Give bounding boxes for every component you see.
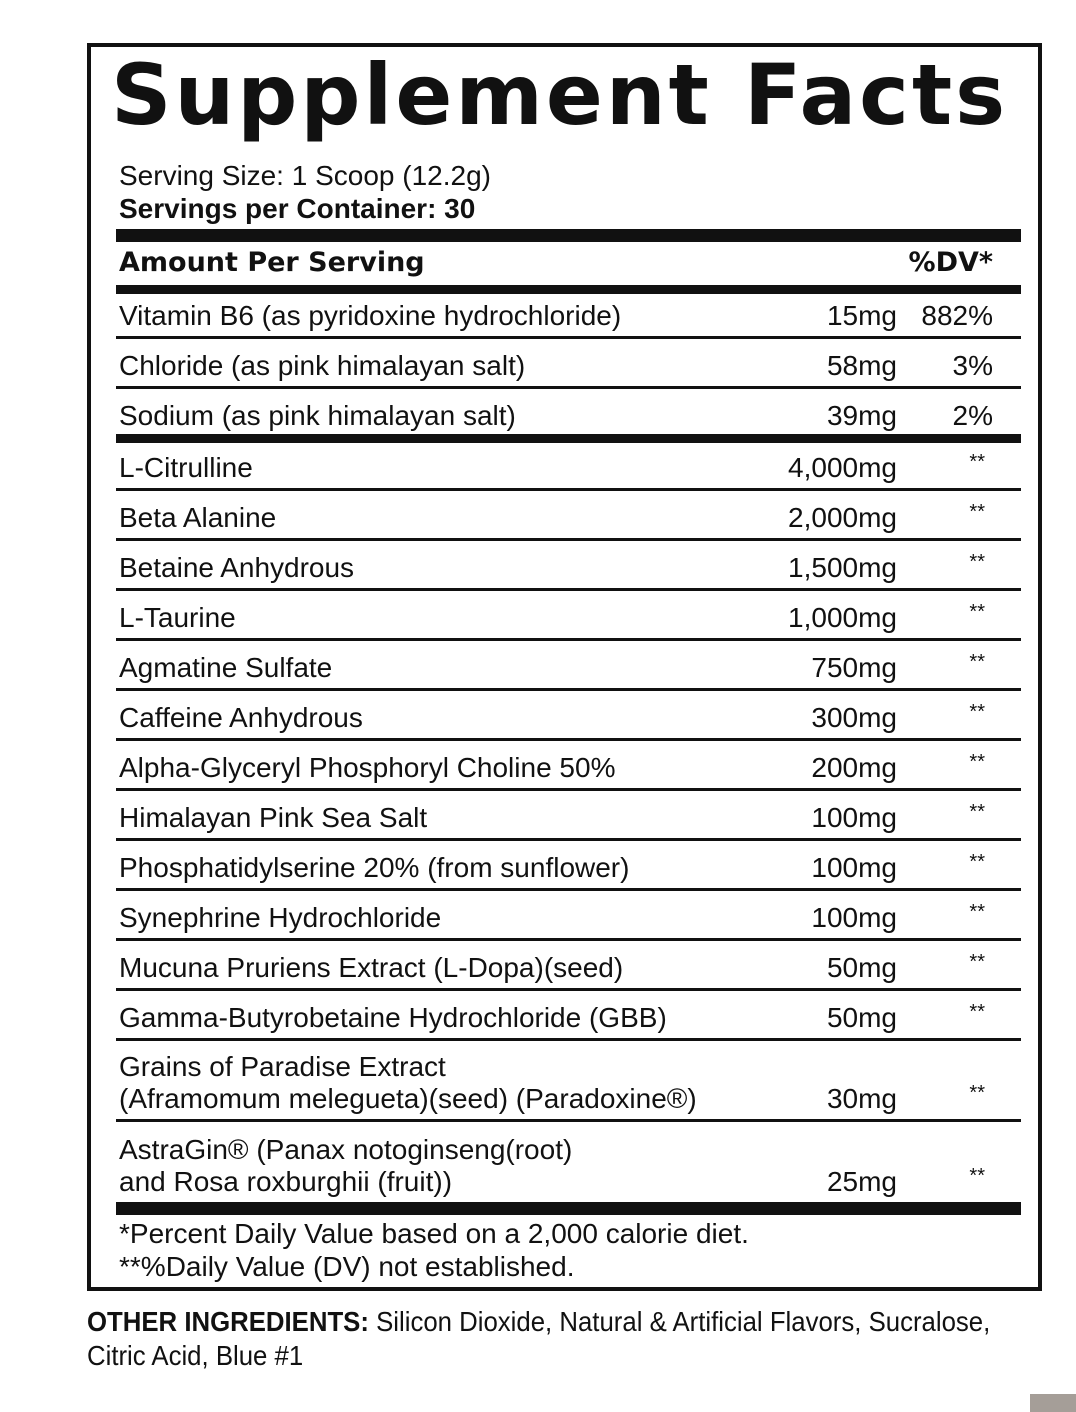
ingredient-name: Caffeine Anhydrous xyxy=(119,702,363,733)
table-row xyxy=(119,947,993,984)
ingredient-name: Agmatine Sulfate xyxy=(119,652,333,683)
row-divider xyxy=(116,988,1021,991)
ingredient-dv: 3% xyxy=(952,350,993,381)
ingredient-dv: ** xyxy=(969,1001,985,1023)
ingredient-amount: 4,000mg xyxy=(788,452,897,483)
table-row xyxy=(119,747,993,784)
ingredient-amount: 50mg xyxy=(826,952,897,983)
ingredient-name: Alpha-Glyceryl Phosphoryl Choline 50% xyxy=(119,752,616,783)
row-divider xyxy=(116,1038,1021,1041)
ingredient-amount: 750mg xyxy=(811,652,897,683)
other-ingredients-text: Silicon Dioxide, Natural & Artificial Flavors, Sucralose, Citric Acid, Blue #1 xyxy=(87,1306,991,1371)
amount-per-serving-label: Amount Per Serving xyxy=(119,247,425,278)
ingredient-dv: ** xyxy=(969,1082,985,1104)
ingredient-amount: 25mg xyxy=(826,1166,897,1197)
row-divider xyxy=(116,336,1021,339)
table-row xyxy=(119,1129,993,1198)
row-divider xyxy=(116,588,1021,591)
ingredient-name: Beta Alanine xyxy=(119,502,277,533)
ingredient-amount: 200mg xyxy=(811,752,897,783)
ingredient-name: Betaine Anhydrous xyxy=(119,552,355,583)
footnote-not-established: **%Daily Value (DV) not established. xyxy=(119,1251,575,1282)
other-ingredients-label: OTHER INGREDIENTS: xyxy=(87,1306,369,1337)
ingredient-amount: 50mg xyxy=(826,1002,897,1033)
row-divider xyxy=(116,688,1021,691)
row-divider xyxy=(116,1119,1021,1122)
dv-header: %DV* xyxy=(908,247,993,278)
ingredient-amount: 2,000mg xyxy=(788,502,897,533)
serving-info xyxy=(119,159,491,225)
ingredient-dv: ** xyxy=(969,701,985,723)
table-row xyxy=(119,897,993,934)
ingredient-amount: 30mg xyxy=(826,1083,897,1114)
table-row xyxy=(119,847,993,884)
table-row xyxy=(119,497,993,534)
ingredient-name-line1: AstraGin® (Panax notoginseng(root) xyxy=(119,1134,573,1165)
servings-per-container: Servings per Container: 30 xyxy=(119,193,476,224)
row-divider xyxy=(116,538,1021,541)
row-divider xyxy=(116,888,1021,891)
row-divider xyxy=(116,938,1021,941)
ingredient-amount: 58mg xyxy=(826,350,897,381)
table-row xyxy=(119,647,993,684)
ingredient-name: L-Taurine xyxy=(119,602,236,633)
row-divider xyxy=(116,386,1021,389)
ingredient-dv: 2% xyxy=(952,400,993,431)
ingredient-dv: ** xyxy=(969,951,985,973)
row-divider xyxy=(116,488,1021,491)
ingredient-name: L-Citrulline xyxy=(119,452,253,483)
ingredient-dv: ** xyxy=(969,1165,985,1187)
ingredient-name xyxy=(119,1134,759,1198)
ingredient-dv: ** xyxy=(969,551,985,573)
table-row xyxy=(119,345,993,382)
row-divider xyxy=(116,638,1021,641)
table-row xyxy=(119,395,993,432)
ingredient-dv: ** xyxy=(969,601,985,623)
panel-title: Supplement Facts xyxy=(111,46,1009,144)
ingredient-dv: ** xyxy=(969,801,985,823)
ingredient-amount: 100mg xyxy=(811,902,897,933)
thick-rule-top xyxy=(116,229,1021,242)
ingredient-amount: 1,000mg xyxy=(788,602,897,633)
row-divider xyxy=(116,838,1021,841)
ingredient-name-line2: and Rosa roxburghii (fruit)) xyxy=(119,1166,453,1197)
ingredient-name: Vitamin B6 (as pyridoxine hydrochloride) xyxy=(119,300,622,331)
ingredient-name: Phosphatidylserine 20% (from sunflower) xyxy=(119,852,630,883)
table-row xyxy=(119,1047,993,1115)
table-row xyxy=(119,597,993,634)
table-row xyxy=(119,997,993,1034)
ingredient-amount: 39mg xyxy=(826,400,897,431)
ingredient-dv: ** xyxy=(969,451,985,473)
header-rule xyxy=(116,285,1021,294)
row-divider xyxy=(116,788,1021,791)
thick-rule-bottom xyxy=(116,1202,1021,1215)
ingredient-dv: ** xyxy=(969,751,985,773)
ingredient-name xyxy=(119,1051,759,1115)
header-row xyxy=(119,247,993,281)
table-row xyxy=(119,797,993,834)
ingredient-amount: 100mg xyxy=(811,802,897,833)
ingredient-dv: ** xyxy=(969,851,985,873)
ingredient-dv: ** xyxy=(969,651,985,673)
footnote-dv: *Percent Daily Value based on a 2,000 calorie diet. xyxy=(119,1218,749,1249)
ingredient-amount: 100mg xyxy=(811,852,897,883)
ingredient-name: Mucuna Pruriens Extract (L-Dopa)(seed) xyxy=(119,952,624,983)
table-row xyxy=(119,295,993,332)
ingredient-amount: 300mg xyxy=(811,702,897,733)
ingredient-name-line2: (Aframomum melegueta)(seed) (Paradoxine®) xyxy=(119,1083,697,1114)
ingredient-dv: ** xyxy=(969,501,985,523)
ingredient-name: Sodium (as pink himalayan salt) xyxy=(119,400,516,431)
ingredient-dv: 882% xyxy=(921,300,993,331)
ingredient-name: Himalayan Pink Sea Salt xyxy=(119,802,428,833)
ingredient-amount: 1,500mg xyxy=(788,552,897,583)
ingredient-name: Chloride (as pink himalayan salt) xyxy=(119,350,526,381)
ingredient-name: Gamma-Butyrobetaine Hydrochloride (GBB) xyxy=(119,1002,667,1033)
serving-size: Serving Size: 1 Scoop (12.2g) xyxy=(119,160,491,191)
table-row xyxy=(119,447,993,484)
table-row xyxy=(119,697,993,734)
ingredient-name-line1: Grains of Paradise Extract xyxy=(119,1051,446,1082)
table-row xyxy=(119,547,993,584)
ingredient-name: Synephrine Hydrochloride xyxy=(119,902,442,933)
row-divider xyxy=(116,738,1021,741)
corner-swatch xyxy=(1030,1394,1076,1412)
other-ingredients xyxy=(87,1305,1044,1373)
ingredient-amount: 15mg xyxy=(826,300,897,331)
section-rule xyxy=(116,434,1021,443)
ingredient-dv: ** xyxy=(969,901,985,923)
footnotes xyxy=(119,1217,749,1283)
supplement-facts-panel xyxy=(87,43,1042,1291)
